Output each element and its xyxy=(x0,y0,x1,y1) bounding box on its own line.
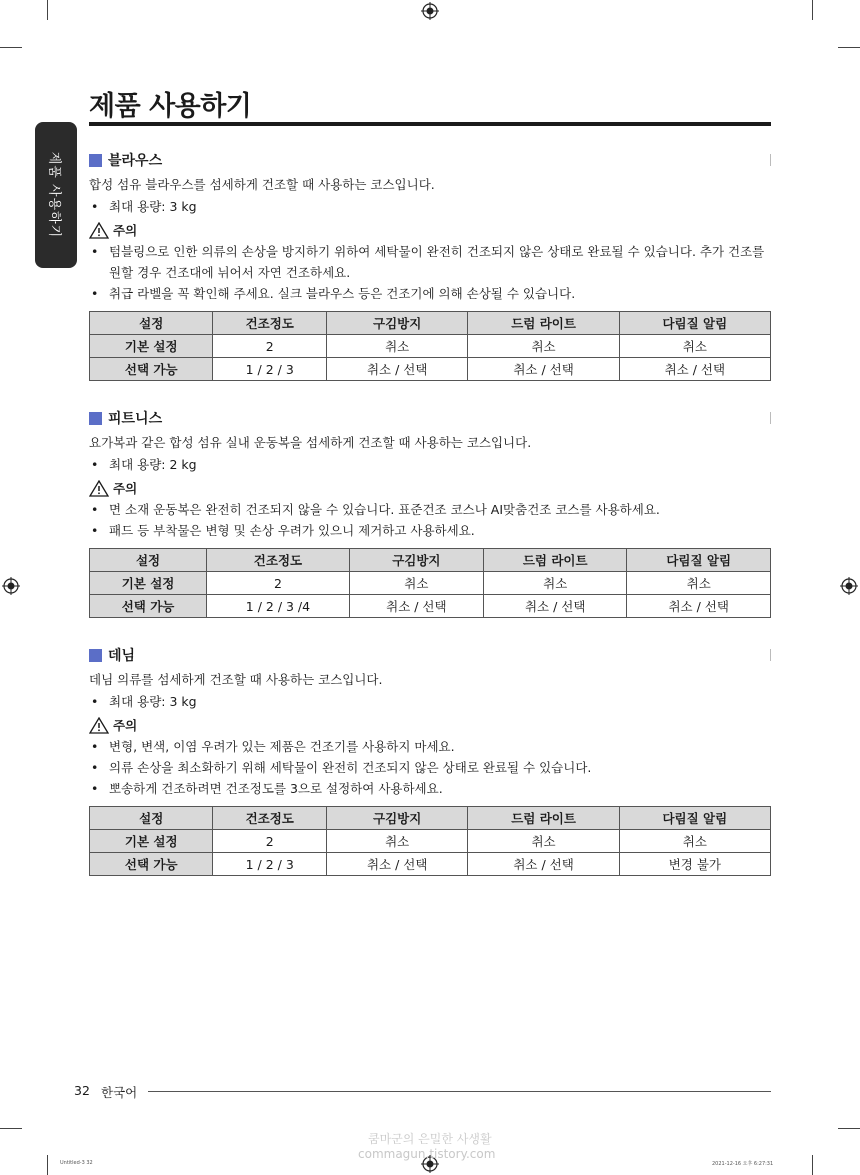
table-header: 드럼 라이트 xyxy=(468,312,619,335)
table-cell: 취소 / 선택 xyxy=(619,358,770,381)
watermark-line1: 쿰마군의 은밀한 사생활 xyxy=(368,1132,492,1146)
table-cell: 기본 설정 xyxy=(90,335,213,358)
section-tick xyxy=(770,154,771,166)
table-header: 드럼 라이트 xyxy=(483,549,627,572)
section-heading xyxy=(89,645,771,665)
table-cell: 취소 xyxy=(326,335,467,358)
capacity-item: • 최대 용량: 3 kg xyxy=(89,691,771,712)
section-title: 블라우스 xyxy=(108,153,163,169)
caution-heading xyxy=(89,477,771,499)
print-slug-left: Untitled-3 32 xyxy=(60,1160,93,1166)
settings-table xyxy=(89,311,771,381)
crop-mark xyxy=(812,0,813,20)
settings-table xyxy=(89,806,771,876)
caution-item: • 변형, 변색, 이염 우려가 있는 제품은 건조기를 사용하지 마세요. xyxy=(89,736,771,757)
section-tick xyxy=(770,649,771,661)
watermark-line2: commagun.tistory.com xyxy=(358,1147,496,1161)
section-fitness xyxy=(89,408,771,618)
table-cell: 취소 xyxy=(468,830,619,853)
page-title: 제품 사용하기 xyxy=(89,91,252,122)
table-cell: 취소 / 선택 xyxy=(326,853,467,876)
table-cell: 취소 / 선택 xyxy=(468,853,619,876)
table-cell: 취소 / 선택 xyxy=(627,595,771,618)
crop-mark xyxy=(838,1128,860,1129)
table-cell: 선택 가능 xyxy=(90,358,213,381)
title-divider xyxy=(89,122,771,126)
table-header: 구김방지 xyxy=(326,312,467,335)
warning-triangle-icon xyxy=(89,480,109,497)
table-row xyxy=(90,853,771,876)
caution-item: • 패드 등 부착물은 변형 및 손상 우려가 있으니 제거하고 사용하세요. xyxy=(89,520,771,541)
crop-mark xyxy=(838,47,860,48)
section-marker-icon xyxy=(89,154,102,167)
page-number: 32 xyxy=(74,1083,90,1098)
table-header: 다림질 알림 xyxy=(619,312,770,335)
table-row xyxy=(90,830,771,853)
table-cell: 2 xyxy=(213,335,326,358)
section-heading xyxy=(89,150,771,170)
section-blouse xyxy=(89,150,771,381)
warning-triangle-icon xyxy=(89,222,109,239)
table-cell: 취소 xyxy=(619,335,770,358)
registration-mark-icon xyxy=(421,2,439,20)
table-header: 구김방지 xyxy=(326,807,467,830)
caution-item: • 면 소재 운동복은 완전히 건조되지 않을 수 있습니다. 표준건조 코스나 AI맞춤건조 코스를 사용하세요. xyxy=(89,499,771,520)
table-header: 건조정도 xyxy=(213,807,326,830)
crop-mark xyxy=(0,47,22,48)
table-header: 다림질 알림 xyxy=(619,807,770,830)
caution-label: 주의 xyxy=(113,718,138,733)
table-cell: 취소 xyxy=(349,572,483,595)
footer-language: 한국어 xyxy=(101,1085,138,1100)
table-cell: 취소 xyxy=(326,830,467,853)
section-description: 데님 의류를 섬세하게 건조할 때 사용하는 코스입니다. xyxy=(89,672,383,687)
table-row xyxy=(90,595,771,618)
capacity-item: • 최대 용량: 2 kg xyxy=(89,454,771,475)
table-row xyxy=(90,358,771,381)
table-header: 설정 xyxy=(90,549,207,572)
table-cell: 1 / 2 / 3 xyxy=(213,358,326,381)
table-header-row xyxy=(90,312,771,335)
section-denim xyxy=(89,645,771,876)
section-title: 데님 xyxy=(108,648,136,664)
caution-label: 주의 xyxy=(113,223,138,238)
caution-heading xyxy=(89,219,771,241)
table-cell: 1 / 2 / 3 xyxy=(213,853,326,876)
settings-table xyxy=(89,548,771,618)
table-cell: 취소 xyxy=(468,335,619,358)
caution-item: • 의류 손상을 최소화하기 위해 세탁물이 완전히 건조되지 않은 상태로 완료될 수 있습니다. xyxy=(89,757,771,778)
footer-divider xyxy=(148,1091,771,1092)
caution-heading xyxy=(89,714,771,736)
caution-item: • 텀블링으로 인한 의류의 손상을 방지하기 위하여 세탁물이 완전히 건조되지 않은 상태로 완료될 수 있습니다. 추가 건조를 원할 경우 건조대에 뉘어서 자연 건조하세요. xyxy=(89,241,771,283)
section-title: 피트니스 xyxy=(108,411,163,427)
table-header: 건조정도 xyxy=(207,549,350,572)
table-cell: 선택 가능 xyxy=(90,595,207,618)
table-cell: 2 xyxy=(207,572,350,595)
table-header: 설정 xyxy=(90,312,213,335)
caution-item: • 뽀송하게 건조하려면 건조정도를 3으로 설정하여 사용하세요. xyxy=(89,778,771,799)
table-cell: 2 xyxy=(213,830,326,853)
table-cell: 1 / 2 / 3 /4 xyxy=(207,595,350,618)
table-cell: 취소 xyxy=(627,572,771,595)
table-cell: 취소 / 선택 xyxy=(483,595,627,618)
table-cell: 기본 설정 xyxy=(90,830,213,853)
registration-mark-icon xyxy=(840,577,858,595)
capacity-item: • 최대 용량: 3 kg xyxy=(89,196,771,217)
print-slug-right: 2021-12-16 오후 6:27:31 xyxy=(712,1161,774,1167)
crop-mark xyxy=(812,1155,813,1175)
table-cell: 취소 / 선택 xyxy=(326,358,467,381)
table-cell: 선택 가능 xyxy=(90,853,213,876)
caution-label: 주의 xyxy=(113,481,138,496)
section-heading xyxy=(89,408,771,428)
crop-mark xyxy=(47,0,48,20)
table-header-row xyxy=(90,549,771,572)
table-row xyxy=(90,572,771,595)
section-description: 요가복과 같은 합성 섬유 실내 운동복을 섬세하게 건조할 때 사용하는 코스입니다. xyxy=(89,435,532,450)
table-cell: 변경 불가 xyxy=(619,853,770,876)
section-description: 합성 섬유 블라우스를 섬세하게 건조할 때 사용하는 코스입니다. xyxy=(89,177,435,192)
table-cell: 취소 xyxy=(483,572,627,595)
section-tick xyxy=(770,412,771,424)
caution-item: • 취급 라벨을 꼭 확인해 주세요. 실크 블라우스 등은 건조기에 의해 손상될 수 있습니다. xyxy=(89,283,771,304)
table-header: 구김방지 xyxy=(349,549,483,572)
section-marker-icon xyxy=(89,649,102,662)
side-tab-label: 제품 사용하기 xyxy=(46,151,62,239)
table-header: 드럼 라이트 xyxy=(468,807,619,830)
warning-triangle-icon xyxy=(89,717,109,734)
crop-mark xyxy=(47,1155,48,1175)
table-header: 건조정도 xyxy=(213,312,326,335)
table-header-row xyxy=(90,807,771,830)
registration-mark-icon xyxy=(2,577,20,595)
table-cell: 기본 설정 xyxy=(90,572,207,595)
table-cell: 취소 / 선택 xyxy=(468,358,619,381)
table-row xyxy=(90,335,771,358)
side-chapter-tab xyxy=(35,122,77,268)
table-header: 다림질 알림 xyxy=(627,549,771,572)
crop-mark xyxy=(0,1128,22,1129)
table-cell: 취소 / 선택 xyxy=(349,595,483,618)
section-marker-icon xyxy=(89,412,102,425)
table-header: 설정 xyxy=(90,807,213,830)
table-cell: 취소 xyxy=(619,830,770,853)
